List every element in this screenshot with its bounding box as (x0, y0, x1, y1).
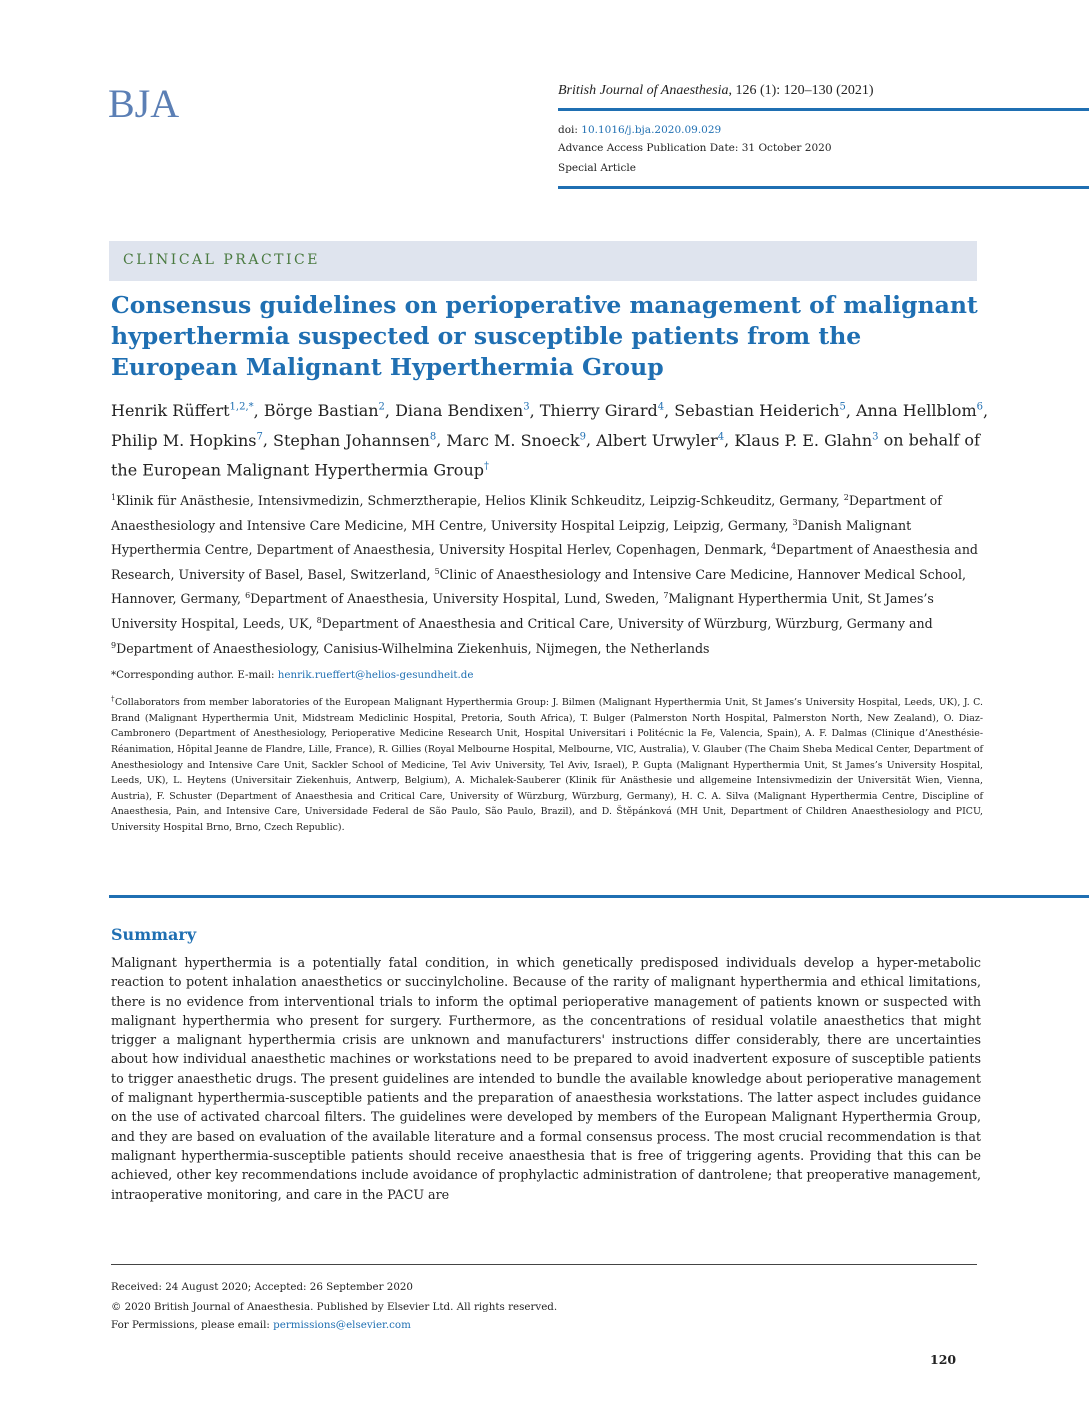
advance-access: Advance Access Publication Date: 31 October 2020 (558, 142, 832, 154)
author[interactable]: Philip M. Hopkins$^7$ (111, 430, 263, 450)
author[interactable]: Börge Bastian$^2$ (263, 401, 385, 421)
summary-text: Malignant hyperthermia is a potentially fatal condition, in which genetically predisposed individuals develop a hyper-metabolic reaction to potent inhalation anaesthetics or succinylcholine. Because of the rarity of malignant hyperthermia and ethical limitations, there is no evidence from interventional trials to inform the optimal perioperative management of patients known or suspected with malignant hyperthermia who present for surgery. Furthermore, as the concentrations of residual volatile anaesthetics that might trigger a malignant hyperthermia crisis are unknown and manufacturers' instructions differ considerably, there are uncertainties about how individual anaesthetic machines or workstations need to be prepared to avoid inadvertent exposure of susceptible patients to trigger anaesthetic drugs. The present guidelines are intended to bundle the available knowledge about perioperative management of malignant hyperthermia-susceptible patients and the preparation of anaesthesia workstations. The latter aspect includes guidance on the use of activated charcoal filters. The guidelines were developed by members of the European Malignant Hyperthermia Group, and they are based on evaluation of the available literature and a formal consensus process. The most crucial recommendation is that malignant hyperthermia-susceptible patients should receive anaesthesia that is free of triggering agents. Providing that this can be achieved, other key recommendations include avoidance of prophylactic administration of dantrolene; that preoperative management, intraoperative monitoring, and care in the PACU are (111, 955, 981, 1202)
permissions: For Permissions, please email: permissions@elsevier.com (111, 1319, 411, 1331)
affiliations: $^1$Klinik für Anästhesie, Intensivmedizin, Schmerztherapie, Helios Klinik Schkeuditz, Leipzig-Schkeuditz, Germany, $^2$Department of Anaesthesiology and Intensive Care Medicine, MH Centre, University Hospital Leipzig, Leipzig, Germany, $^3$Danish Malignant Hyperthermia Centre, Department of Anaesthesia, University Hospital Herlev, Copenhagen, Denmark, $^4$Department of Anaesthesia and Research, University of Basel, Basel, Switzerland, $^5$Clinic of Anaesthesiology and Intensive Care Medicine, Hannover Medical School, Hannover, Germany, $^6$Department of Anaesthesia, University Hospital, Lund, Sweden, $^7$Malignant Hyperthermia Unit, St James’s University Hospital, Leeds, UK, $^8$Department of Anaesthesia and Critical Care, University of Würzburg, Würzburg, Germany and $^9$Department of Anaesthesiology, Canisius-Wilhelmina Ziekenhuis, Nijmegen, the Netherlands (111, 493, 978, 656)
corresponding-author: *Corresponding author. E-mail: henrik.rueffert@helios-gesundheit.de (111, 669, 474, 681)
doi-label: doi: (558, 124, 582, 136)
summary-heading: Summary (111, 925, 197, 944)
author[interactable]: Albert Urwyler$^4$ (596, 430, 725, 450)
corresponding-email-link[interactable]: henrik.rueffert@helios-gesundheit.de (277, 669, 474, 681)
page-number: 120 (930, 1352, 957, 1367)
author[interactable]: Anna Hellblom$^6$ (856, 401, 983, 421)
article-title: Consensus guidelines on perioperative management of malignant hyperthermia suspected or susceptible patients from the European Malignant Hyperthermia Group (111, 291, 978, 381)
dagger-mark[interactable]: † (483, 460, 489, 472)
author[interactable]: Stephan Johannsen$^8$ (273, 430, 437, 450)
received-dates: Received: 24 August 2020; Accepted: 26 September 2020 (111, 1281, 413, 1293)
author[interactable]: Diana Bendixen$^3$ (395, 401, 530, 421)
collaborators-note: †Collaborators from member laboratories of the European Malignant Hyperthermia Group: J. Bilmen (Malignant Hyperthermia Unit, St James’s University Hospital, Leeds, UK), J. C. Brand (Malignant Hyperthermia Unit, Midstream Mediclinic Hospital, Pretoria, South Africa), T. Bulger (Palmerston North Hospital, Palmerston North, New Zealand), O. Diaz-Cambronero (Department of Anesthesiology, Perioperative Medicine Research Unit, Hospital Universitari i Politécnic la Fe, Valencia, Spain), A. F. Dalmas (Clinique d’Anesthésie-Réanimation, Hôpital Jeanne de Flandre, Lille, France), R. Gillies (Royal Melbourne Hospital, Melbourne, VIC, Australia), V. Glauber (The Chaim Sheba Medical Center, Department of Anesthesiology and Intensive Care Unit, Sackler School of Medicine, Tel Aviv University, Tel Aviv, Israel), P. Gupta (Malignant Hyperthermia Unit, St James’s University Hospital, Leeds, UK), L. Heytens (Universitair Ziekenhuis, Antwerp, Belgium), A. Michalek-Sauberer (Klinik für Anästhesie und allgemeine Intensivmedizin der Universität Wien, Vienna, Austria), F. Schuster (Department of Anaesthesia and Critical Care, University of Würzburg, Würzburg, Germany), H. C. A. Silva (Malignant Hyperthermia Centre, Discipline of Anaesthesia, Pain, and Intensive Care, Universidade Federal de São Paulo, São Paulo, Brazil), and D. Štěpánková (MH Unit, Department of Children Anaesthesiology and PICU, University Hospital Brno, Brno, Czech Republic). (111, 695, 984, 833)
author[interactable]: Klaus P. E. Glahn$^3$ (734, 430, 879, 450)
summary-rule (109, 895, 1089, 898)
journal-logo: BJA (108, 81, 180, 126)
doi-line (558, 124, 721, 136)
journal-name: British Journal of Anaesthesia (558, 83, 729, 98)
permissions-email-link[interactable]: permissions@elsevier.com (273, 1319, 411, 1331)
section-banner (109, 241, 977, 281)
section-label: CLINICAL PRACTICE (123, 252, 320, 268)
author[interactable]: Thierry Girard$^4$ (539, 401, 665, 421)
group-attribution: on behalf of the European Malignant Hyperthermia Group (111, 430, 980, 479)
author[interactable]: Henrik Rüffert$^{1,2,*}$ (111, 401, 254, 421)
header-rule-bottom (558, 186, 1089, 189)
journal-citation (558, 83, 874, 99)
author[interactable]: Marc M. Snoeck$^9$ (446, 430, 586, 450)
header-rule (558, 108, 1089, 111)
journal-volume: , 126 (1): 120–130 (2021) (728, 83, 874, 98)
author-list: Henrik Rüffert$^{1,2,*}$, Börge Bastian$^2$, Diana Bendixen$^3$, Thierry Girard$^4$, Sebastian Heiderich$^5$, Anna Hellblom$^6$, Philip M. Hopkins$^7$, Stephan Johannsen$^8$, Marc M. Snoeck$^9$, Albert Urwyler$^4$, Klaus P. E. Glahn$^3$ on behalf of the European Malignant Hyperthermia Group† (111, 401, 989, 479)
author[interactable]: Sebastian Heiderich$^5$ (674, 401, 846, 421)
copyright: © 2020 British Journal of Anaesthesia. Published by Elsevier Ltd. All rights reserved. (111, 1301, 558, 1313)
article-type: Special Article (558, 162, 636, 174)
doi-link[interactable]: 10.1016/j.bja.2020.09.029 (581, 124, 722, 136)
footer-rule (111, 1264, 977, 1265)
